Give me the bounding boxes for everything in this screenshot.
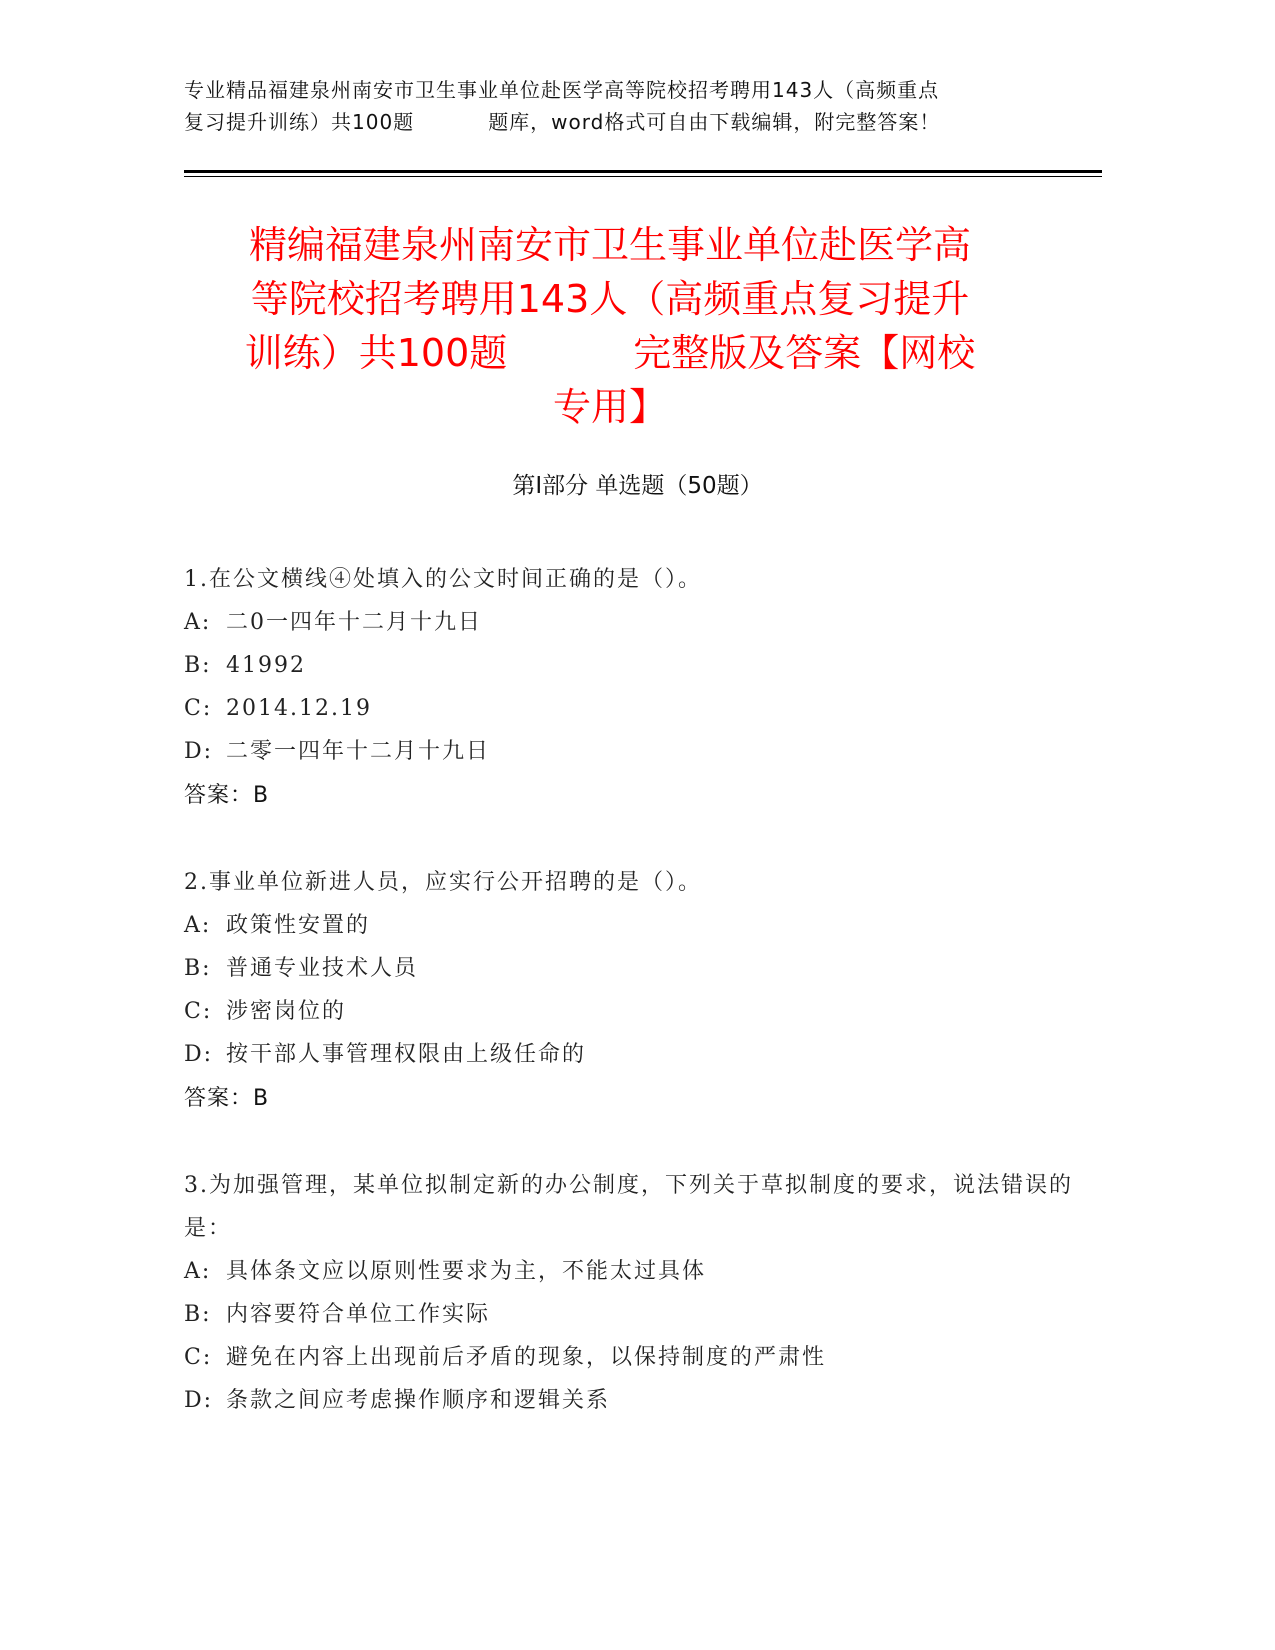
option-text: 条款之间应考虑操作顺序和逻辑关系 <box>226 1388 611 1413</box>
option-text: 政策性安置的 <box>226 913 371 938</box>
option-text: 41992 <box>226 653 306 678</box>
answer: 答案：B <box>184 783 270 808</box>
question-2 <box>184 861 1084 1122</box>
option-b <box>184 947 1084 990</box>
option-key: B: <box>184 653 212 678</box>
header-line-2-right: 题库，word格式可自由下载编辑，附完整答案！ <box>488 110 941 134</box>
option-d <box>184 1033 1084 1076</box>
option-key: D: <box>184 1042 214 1067</box>
title-line-1: 精编福建泉州南安市卫生事业单位赴医学高 <box>248 223 971 267</box>
option-c <box>184 1336 1084 1379</box>
question-list <box>184 558 1084 1422</box>
header-line-2-left: 复习提升训练）共100题 <box>184 110 415 134</box>
header-divider-thick <box>184 170 1102 173</box>
option-d <box>184 730 1084 773</box>
option-a <box>184 601 1084 644</box>
option-text: 2014.12.19 <box>226 696 372 721</box>
option-d <box>184 1379 1084 1422</box>
option-text: 内容要符合单位工作实际 <box>226 1302 491 1327</box>
option-key: C: <box>184 999 213 1024</box>
option-key: B: <box>184 956 212 981</box>
question-stem: 2.事业单位新进人员，应实行公开招聘的是（）。 <box>184 870 702 895</box>
option-text: 按干部人事管理权限由上级任命的 <box>226 1042 587 1067</box>
question-3 <box>184 1164 1084 1422</box>
option-text: 避免在内容上出现前后矛盾的现象，以保持制度的严肃性 <box>226 1345 827 1370</box>
option-key: C: <box>184 696 213 721</box>
header-line-2 <box>184 106 1084 138</box>
header-line-1: 专业精品福建泉州南安市卫生事业单位赴医学高等院校招考聘用143人（高频重点 <box>184 78 940 102</box>
option-text: 涉密岗位的 <box>226 999 347 1024</box>
option-key: A: <box>184 610 212 635</box>
option-key: A: <box>184 1259 212 1284</box>
option-text: 具体条文应以原则性要求为主，不能太过具体 <box>226 1259 707 1284</box>
title-line-3-right: 完整版及答案【网校 <box>633 331 976 375</box>
option-key: D: <box>184 739 214 764</box>
document-title <box>190 218 1030 434</box>
question-1 <box>184 558 1084 819</box>
option-c <box>184 687 1084 730</box>
option-key: C: <box>184 1345 213 1370</box>
option-b <box>184 644 1084 687</box>
option-key: D: <box>184 1388 214 1413</box>
section-heading: 第I部分 单选题（50题） <box>512 473 763 499</box>
option-text: 普通专业技术人员 <box>226 956 419 981</box>
option-text: 二0一四年十二月十九日 <box>226 610 482 635</box>
option-b <box>184 1293 1084 1336</box>
title-line-3 <box>190 326 1030 380</box>
option-key: B: <box>184 1302 212 1327</box>
page-header <box>184 74 1084 138</box>
title-line-4: 专用】 <box>552 385 667 429</box>
option-text: 二零一四年十二月十九日 <box>226 739 491 764</box>
title-line-3-left: 训练）共100题 <box>244 331 508 375</box>
option-c <box>184 990 1084 1033</box>
question-stem: 1.在公文横线④处填入的公文时间正确的是（）。 <box>184 567 702 592</box>
title-line-2: 等院校招考聘用143人（高频重点复习提升 <box>250 277 970 321</box>
option-a <box>184 1250 1084 1293</box>
answer: 答案：B <box>184 1086 270 1111</box>
header-divider-thin <box>184 176 1102 177</box>
option-key: A: <box>184 913 212 938</box>
option-a <box>184 904 1084 947</box>
question-stem: 3.为加强管理，某单位拟制定新的办公制度，下列关于草拟制度的要求，说法错误的是： <box>184 1173 1073 1241</box>
